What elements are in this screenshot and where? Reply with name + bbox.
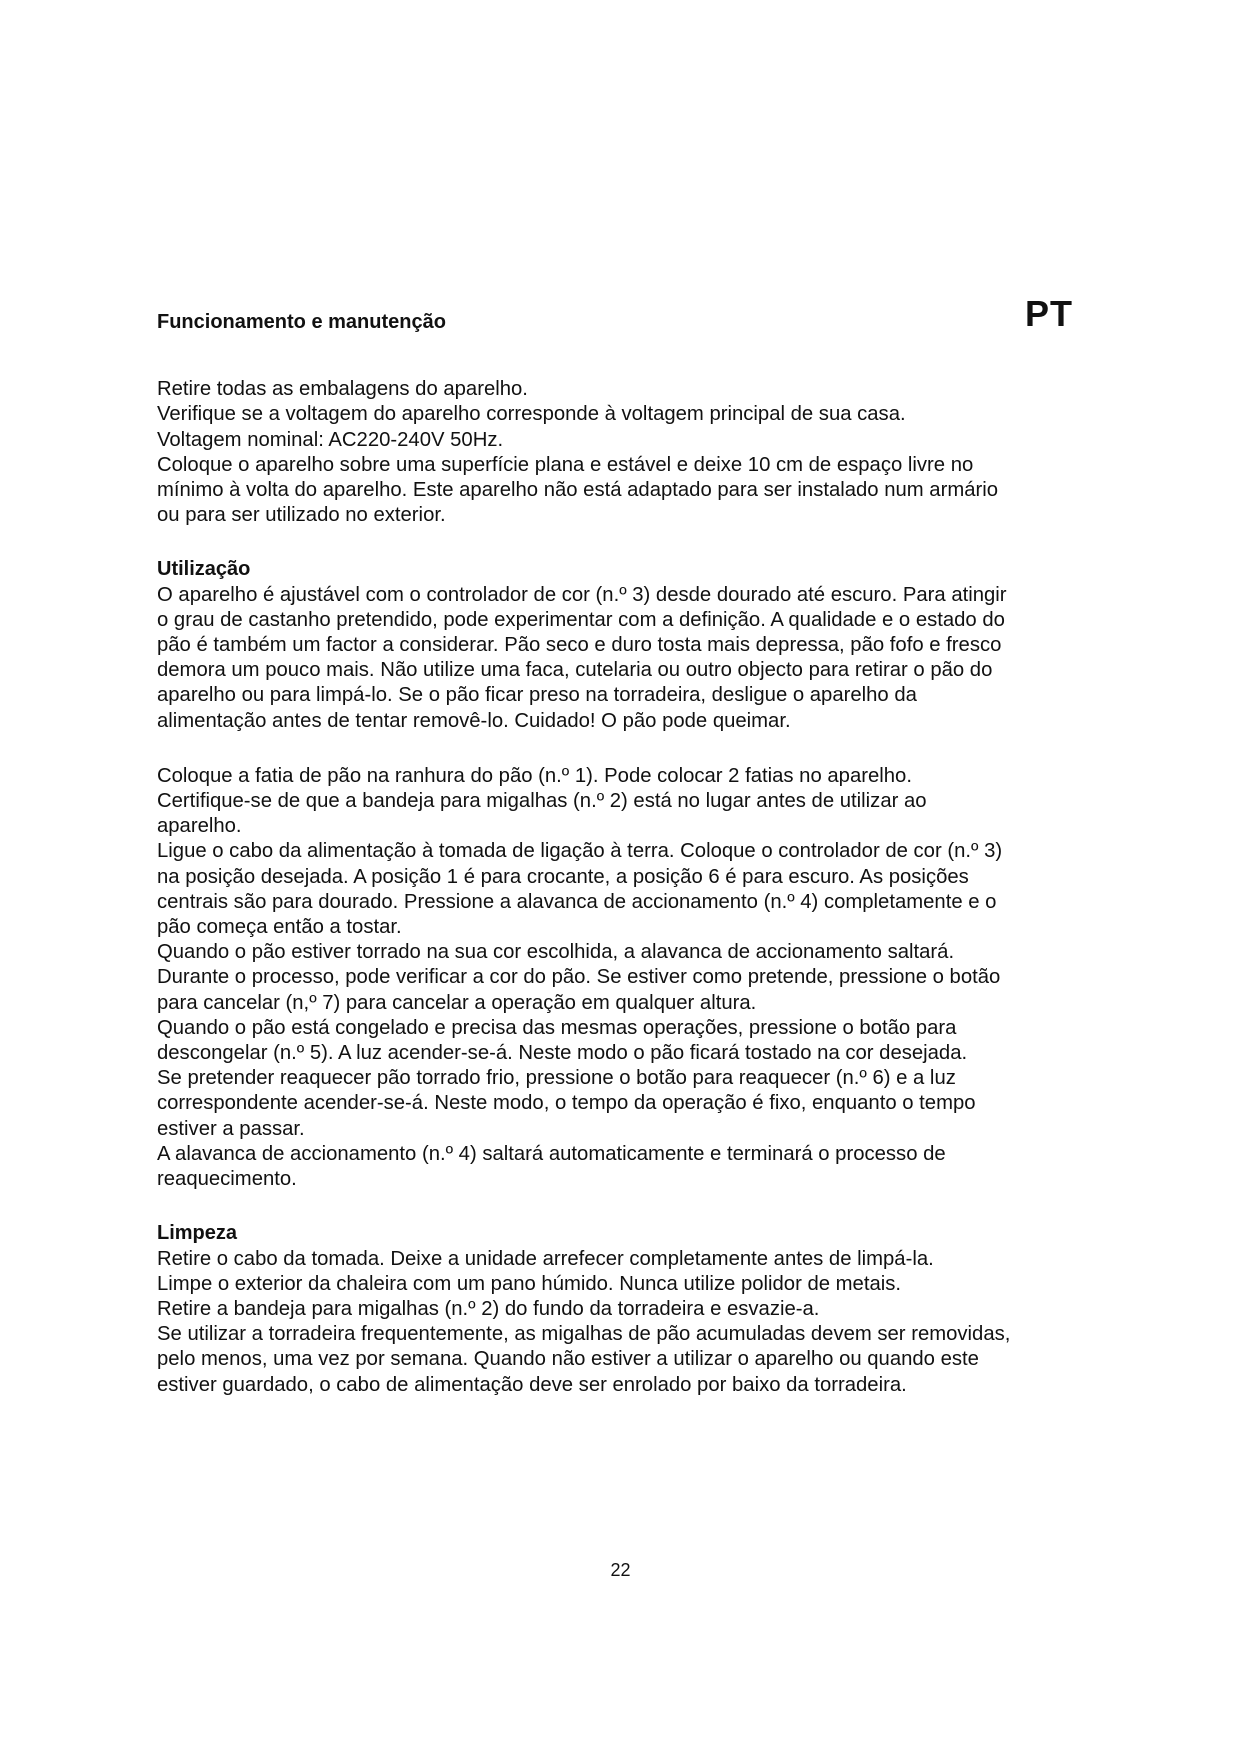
text-line: O aparelho é ajustável com o controlador de cor (n.º 3) desde dourado até escuro. Para atingir	[157, 583, 1007, 606]
text-line: Retire a bandeja para migalhas (n.º 2) do fundo da torradeira e esvazie-a.	[157, 1297, 820, 1320]
text-line: mínimo à volta do aparelho. Este aparelho não está adaptado para ser instalado num armário	[157, 479, 999, 502]
text-line: A alavanca de accionamento (n.º 4) saltará automaticamente e terminará o processo de	[157, 1142, 946, 1165]
text-line: Coloque o aparelho sobre uma superfície plana e estável e deixe 10 cm de espaço livre no	[157, 453, 974, 476]
text-line: centrais são para dourado. Pressione a alavanca de accionamento (n.º 4) completamente e o	[157, 890, 997, 913]
language-tag: PT	[1025, 293, 1074, 334]
text-line: descongelar (n.º 5). A luz acender-se-á. Neste modo o pão ficará tostado na cor desejada.	[157, 1042, 968, 1065]
text-line: Coloque a fatia de pão na ranhura do pão (n.º 1). Pode colocar 2 fatias no aparelho.	[157, 764, 912, 787]
text-line: alimentação antes de tentar removê-lo. Cuidado! O pão pode queimar.	[157, 709, 791, 732]
text-line: demora um pouco mais. Não utilize uma faca, cutelaria ou outro objecto para retirar o pão do	[157, 659, 993, 682]
section-title-cleaning: Limpeza	[157, 1222, 238, 1245]
page-number: 22	[610, 1560, 631, 1580]
text-line: para cancelar (n,º 7) para cancelar a operação em qualquer altura.	[157, 991, 757, 1014]
text-line: Retire todas as embalagens do aparelho.	[157, 378, 528, 401]
document-body	[157, 310, 1117, 1398]
usage-paragraph-1	[157, 583, 1117, 734]
text-line: Limpe o exterior da chaleira com um pano húmido. Nunca utilize polidor de metais.	[157, 1272, 902, 1295]
usage-paragraph-2	[157, 764, 1117, 1192]
text-line: aparelho ou para limpá-lo. Se o pão ficar preso na torradeira, desligue o aparelho da	[157, 684, 917, 707]
text-line: Ligue o cabo da alimentação à tomada de ligação à terra. Coloque o controlador de cor (n.º 3)	[157, 840, 1003, 863]
text-line: Se pretender reaquecer pão torrado frio, pressione o botão para reaquecer (n.º 6) e a luz	[157, 1067, 956, 1090]
text-line: Verifique se a voltagem do aparelho corresponde à voltagem principal de sua casa.	[157, 403, 906, 426]
text-line: Certifique-se de que a bandeja para migalhas (n.º 2) está no lugar antes de utilizar ao	[157, 790, 927, 813]
text-line: ou para ser utilizado no exterior.	[157, 504, 446, 527]
text-line: aparelho.	[157, 815, 242, 838]
text-line: pelo menos, uma vez por semana. Quando não estiver a utilizar o aparelho ou quando este	[157, 1348, 979, 1371]
text-line: Se utilizar a torradeira frequentemente, as migalhas de pão acumuladas devem ser removidas,	[157, 1323, 1011, 1346]
text-line: Durante o processo, pode verificar a cor do pão. Se estiver como pretende, pressione o botão	[157, 966, 1001, 989]
text-line: Quando o pão estiver torrado na sua cor escolhida, a alavanca de accionamento saltará.	[157, 941, 955, 964]
text-line: estiver a passar.	[157, 1117, 305, 1140]
text-line: o grau de castanho pretendido, pode experimentar com a definição. A qualidade e o estado do	[157, 608, 1005, 631]
section-title-usage: Utilização	[157, 558, 251, 581]
text-line: Voltagem nominal: AC220-240V 50Hz.	[157, 428, 504, 451]
text-line: pão é também um factor a considerar. Pão seco e duro tosta mais depressa, pão fofo e fresco	[157, 634, 1002, 657]
text-line: Quando o pão está congelado e precisa das mesmas operações, pressione o botão para	[157, 1016, 957, 1039]
text-line: correspondente acender-se-á. Neste modo, o tempo da operação é fixo, enquanto o tempo	[157, 1092, 976, 1115]
intro-paragraph	[157, 377, 1117, 528]
page-title: Funcionamento e manutenção	[157, 311, 446, 333]
text-line: Retire o cabo da tomada. Deixe a unidade arrefecer completamente antes de limpá-la.	[157, 1247, 934, 1270]
text-line: reaquecimento.	[157, 1168, 297, 1191]
cleaning-paragraph	[157, 1247, 1117, 1398]
text-line: pão começa então a tostar.	[157, 916, 402, 939]
text-line: estiver guardado, o cabo de alimentação deve ser enrolado por baixo da torradeira.	[157, 1373, 907, 1396]
text-line: na posição desejada. A posição 1 é para crocante, a posição 6 é para escuro. As posições	[157, 865, 969, 888]
